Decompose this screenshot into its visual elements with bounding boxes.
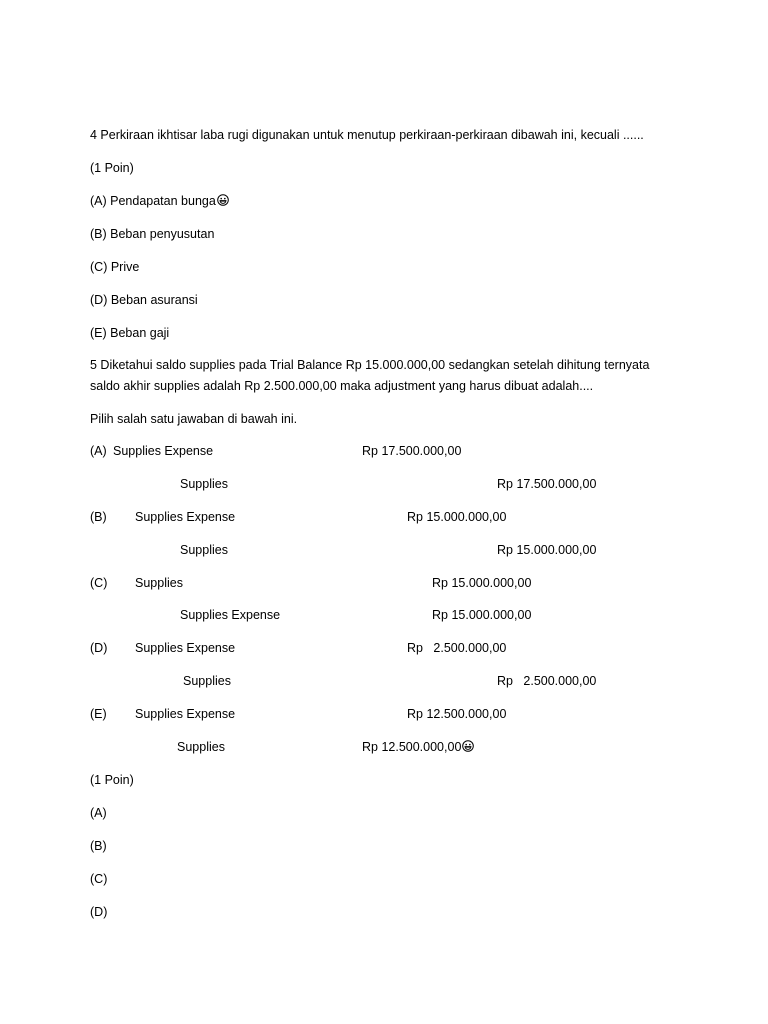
q4-points: (1 Poin) xyxy=(90,161,134,175)
q5-option-d-debit-account: Supplies Expense xyxy=(135,641,236,655)
q5-option-e-credit-account: Supplies xyxy=(177,740,225,754)
q5-option-e-credit-amount-line xyxy=(362,739,474,755)
q5-answer-c[interactable]: (C) xyxy=(90,872,108,886)
q4-question: 4 Perkiraan ikhtisar laba rugi digunakan untuk menutup perkiraan-perkiraan dibawah ini, kecuali ...... xyxy=(90,128,644,142)
q5-option-c-debit-amount: Rp 15.000.000,00 xyxy=(432,576,532,590)
q5-option-c-letter: (C) xyxy=(90,576,108,590)
q4-option-a-label: (A) Pendapatan bunga xyxy=(90,194,216,208)
q5-option-d-credit-account: Supplies xyxy=(183,674,231,688)
q5-option-b-debit-amount: Rp 15.000.000,00 xyxy=(407,510,507,524)
q5-option-d-debit-amount: Rp 2.500.000,00 xyxy=(407,641,507,655)
q5-option-c-credit-amount: Rp 15.000.000,00 xyxy=(432,608,532,622)
q4-option-e: (E) Beban gaji xyxy=(90,326,170,340)
q5-option-e-credit-amount: Rp 12.500.000,00 xyxy=(362,740,462,754)
q4-option-d: (D) Beban asuransi xyxy=(90,293,198,307)
q4-option-b: (B) Beban penyusutan xyxy=(90,227,215,241)
q5-option-d-credit-amount: Rp 2.500.000,00 xyxy=(497,674,597,688)
q5-option-a-credit-account: Supplies xyxy=(180,477,228,491)
q5-option-a-letter: (A) xyxy=(90,444,107,458)
q5-points: (1 Poin) xyxy=(90,773,134,787)
grinning-face-icon xyxy=(462,740,474,752)
q5-option-b-credit-account: Supplies xyxy=(180,543,228,557)
q5-question-line1: 5 Diketahui saldo supplies pada Trial Balance Rp 15.000.000,00 sedangkan setelah dihitung ternyata xyxy=(90,358,650,372)
q5-option-b-debit-account: Supplies Expense xyxy=(135,510,236,524)
q4-option-c: (C) Prive xyxy=(90,260,140,274)
q5-answer-a[interactable]: (A) xyxy=(90,806,107,820)
q5-option-a-debit-account: Supplies Expense xyxy=(113,444,214,458)
q5-answer-d[interactable]: (D) xyxy=(90,905,108,919)
q5-answer-b[interactable]: (B) xyxy=(90,839,107,853)
q5-option-a-credit-amount: Rp 17.500.000,00 xyxy=(497,477,597,491)
q5-option-e-debit-amount: Rp 12.500.000,00 xyxy=(407,707,507,721)
q5-option-c-debit-account: Supplies xyxy=(135,576,183,590)
q5-option-c-credit-account: Supplies Expense xyxy=(180,608,281,622)
q5-option-b-letter: (B) xyxy=(90,510,107,524)
q5-option-d-letter: (D) xyxy=(90,641,108,655)
q4-option-a xyxy=(90,193,229,209)
q5-instruction: Pilih salah satu jawaban di bawah ini. xyxy=(90,412,298,426)
q5-option-b-credit-amount: Rp 15.000.000,00 xyxy=(497,543,597,557)
q5-option-e-letter: (E) xyxy=(90,707,107,721)
q5-option-a-debit-amount: Rp 17.500.000,00 xyxy=(362,444,462,458)
q5-option-e-debit-account: Supplies Expense xyxy=(135,707,236,721)
grinning-face-icon xyxy=(217,194,229,206)
q5-question-line2: saldo akhir supplies adalah Rp 2.500.000,00 maka adjustment yang harus dibuat adalah.... xyxy=(90,379,594,393)
